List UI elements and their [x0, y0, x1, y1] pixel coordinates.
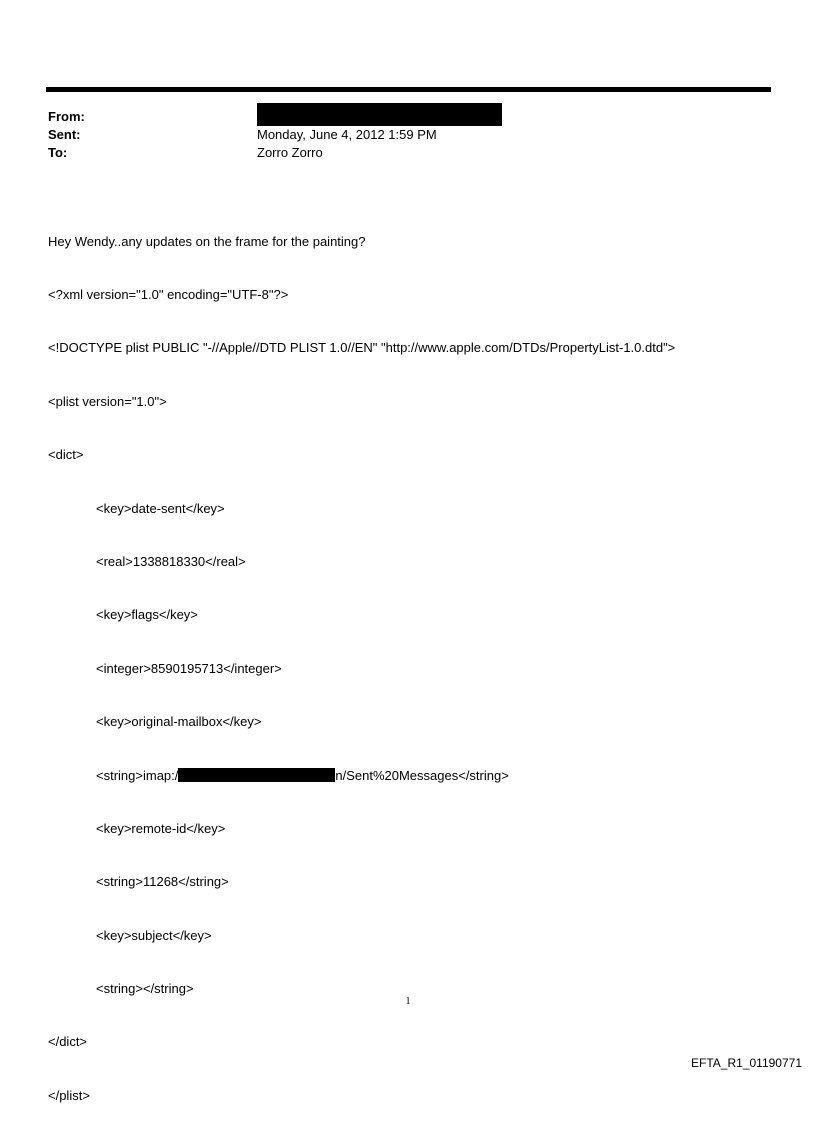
header-rule — [46, 87, 771, 92]
plist-line: <key>original-mailbox</key> — [96, 714, 262, 730]
plist-line: <real>1338818330</real> — [96, 553, 246, 569]
sent-label: Sent: — [48, 127, 81, 142]
mailbox-prefix: <string>imap:/ — [96, 767, 179, 783]
page-number: 1 — [405, 996, 411, 1007]
plist-line: <key>remote-id</key> — [96, 820, 226, 836]
plist-line: <key>subject</key> — [96, 927, 212, 943]
message-line: Hey Wendy..any updates on the frame for the painting? — [48, 233, 366, 249]
plist-line: <key>flags</key> — [96, 607, 198, 623]
message-line: <!DOCTYPE plist PUBLIC "-//Apple//DTD PLIST 1.0//EN" "http://www.apple.com/DTDs/PropertyList-1.0.dtd"> — [48, 340, 676, 356]
closing-line: </plist> — [48, 1087, 90, 1103]
message-line: <dict> — [48, 447, 84, 463]
closing-line: </dict> — [48, 1034, 88, 1050]
plist-line: <string></string> — [96, 981, 194, 997]
mailbox-suffix: n/Sent%20Messages</string> — [335, 767, 509, 783]
message-body — [48, 197, 788, 1122]
sent-value: Monday, June 4, 2012 1:59 PM — [257, 127, 437, 142]
mailbox-redaction — [178, 768, 335, 782]
message-line: <plist version="1.0"> — [48, 393, 167, 409]
message-line: <?xml version="1.0" encoding="UTF-8"?> — [48, 286, 289, 302]
from-redaction — [257, 103, 502, 126]
plist-line: <integer>8590195713</integer> — [96, 660, 282, 676]
from-label: From: — [48, 109, 85, 124]
to-value: Zorro Zorro — [257, 145, 323, 160]
document-id: EFTA_R1_01190771 — [691, 1056, 802, 1070]
plist-line: <string>11268</string> — [96, 874, 229, 890]
plist-line: <key>date-sent</key> — [96, 500, 225, 516]
mailbox-line — [48, 767, 788, 785]
to-label: To: — [48, 145, 68, 160]
